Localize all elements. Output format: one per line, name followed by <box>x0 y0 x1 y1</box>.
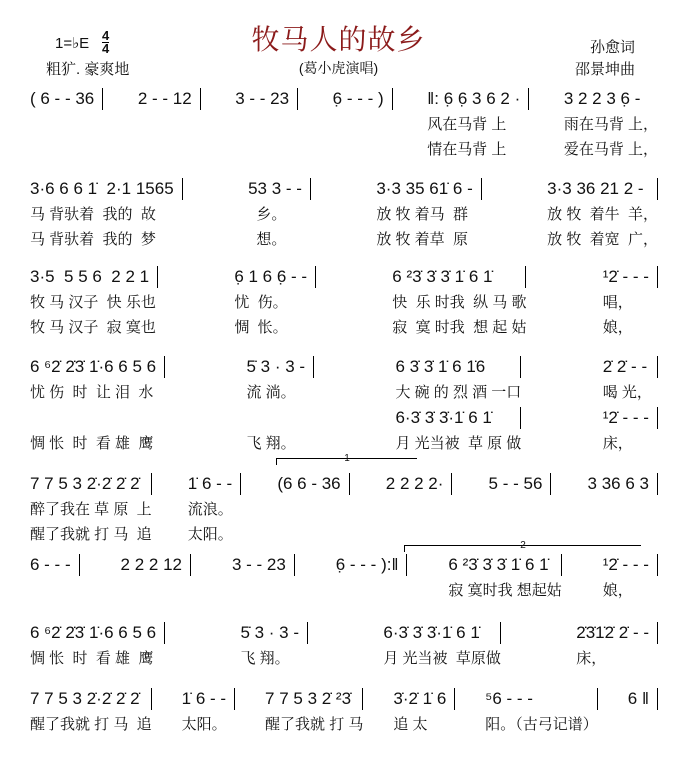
lyric: 醒了我就 打 马 追 <box>30 716 152 733</box>
lyric <box>628 714 658 735</box>
measure: 1̇ 6 - - <box>188 473 241 495</box>
lyric: 想。 <box>248 231 287 248</box>
lyric: 喝 光， <box>602 384 652 401</box>
lyric <box>386 524 453 545</box>
measure: 7 7 5 3 2̇·2̇ 2̇ 2̇ <box>30 473 152 495</box>
lyric <box>336 580 408 601</box>
song-title: 牧马人的故乡 <box>251 24 426 55</box>
lyric: 雨在马背 上， <box>563 116 658 133</box>
measure: 3·3 36 21 2 - <box>547 178 658 200</box>
measure: 1̇ 6 - - <box>182 688 235 710</box>
lyric: 放 牧 着草 原 <box>376 231 469 248</box>
volta-1 <box>276 453 417 465</box>
measure: 6 3̇ 3̇ 1̇ 6 1̇6 <box>395 356 521 378</box>
meter-top: 4 <box>102 28 110 43</box>
lyric: 快 乐 时我 纵 马 歌 <box>392 294 527 311</box>
lyric: 大 碗 的 烈 酒 一口 <box>395 384 522 401</box>
lyric <box>588 524 658 545</box>
staff-system <box>30 622 658 669</box>
lyric: 马 背驮着 我的 故 <box>30 206 156 223</box>
measure: 6 ‖ <box>628 688 658 710</box>
lyric <box>30 114 103 135</box>
measure-alt <box>30 407 165 429</box>
meter-bottom: 4 <box>102 41 110 56</box>
measure: 2 2 2 2· <box>386 473 453 495</box>
lyric: 流浪。 <box>187 501 233 518</box>
tempo-marking: 粗犷. 豪爽地 <box>46 61 130 78</box>
staff-system <box>30 688 658 735</box>
measure: 6 - - - <box>30 554 80 576</box>
measure: 7 7 5 3 2̇·2̇ 2̇ 2̇ <box>30 688 152 710</box>
measure: 6 ²3̇ 3̇ 3̇ 1̇ 6 1̇ <box>392 266 526 288</box>
lyric <box>30 139 103 160</box>
lyric: 爱在马背 上， <box>563 141 658 158</box>
lyric <box>386 499 453 520</box>
lyric: 寂 寞时我 想起姑 <box>448 582 562 599</box>
lyric: 娘， <box>602 582 633 599</box>
measure: 3·5 5 5 6 2 2 1 <box>30 266 158 288</box>
staff-system <box>30 473 658 545</box>
measure: 3·6 6 6 1̇ 2·1 1565 <box>30 178 183 200</box>
measure: 6̣ - - - ) <box>333 88 393 110</box>
lyric <box>138 114 201 135</box>
lyric: 醉了我在 草 原 上 <box>30 501 152 518</box>
lyric: 床， <box>576 650 607 667</box>
lyric: 流 淌。 <box>246 384 296 401</box>
measure: 3 2 2 3 6̣ - <box>563 89 641 108</box>
lyric: 忧 伤。 <box>234 294 288 311</box>
composer-credit: 邵景坤曲 <box>575 61 636 78</box>
measure-alt: 6·3̇ 3̇ 3̇·1̇ 6 1̇ <box>395 407 521 429</box>
measure: 3̇·2̇ 1̇ 6 <box>393 688 455 710</box>
lyric: 放 牧 着宽 广， <box>547 231 658 248</box>
measure: 6̣ 1 6 6̣ - - <box>234 266 316 288</box>
staff-system <box>30 554 658 601</box>
measure: 3 - - 23 <box>235 88 298 110</box>
lyric <box>138 139 201 160</box>
measure: 5̇ 3 · 3 - <box>246 356 314 378</box>
measure: 2 - - 12 <box>138 88 201 110</box>
lyric: 牧 马 汉子 寂 寞也 <box>30 319 156 336</box>
lyric <box>588 499 658 520</box>
volta-label: 2 <box>520 540 526 551</box>
measure: 2̇ 2̇ - - <box>603 356 658 378</box>
lyric: 飞 翔。 <box>240 650 290 667</box>
key-signature: 1=♭E <box>55 35 90 52</box>
measure: 6 ⁶2̇ 2̇3̇ 1̇·6 6 5 6 <box>30 622 165 644</box>
lyric: 娘， <box>602 319 633 336</box>
lyric: 太阳。 <box>187 526 233 543</box>
lyric <box>333 139 393 160</box>
measure-alt <box>246 407 314 429</box>
lyric: 阳。（古弓记谱） <box>485 716 598 733</box>
lyric: 忧 伤 时 让 泪 水 <box>30 384 154 401</box>
staff-system <box>30 266 658 338</box>
lyric: 太阳。 <box>181 716 227 733</box>
singer-credit: (葛小虎演唱) <box>298 60 379 76</box>
lyric: 唱， <box>602 294 633 311</box>
lyric: 惆 怅 时 看 雄 鹰 <box>30 650 154 667</box>
lyric <box>489 524 552 545</box>
lyric: 追 太 <box>393 716 428 733</box>
lyric <box>235 114 298 135</box>
lyric: 放 牧 着牛 羊， <box>547 206 658 223</box>
measure: 6 ⁶2̇ 2̇3̇ 1̇·6 6 5 6 <box>30 356 165 378</box>
lyric <box>235 139 298 160</box>
measure: 5̇ 3 · 3 - <box>240 622 308 644</box>
lyric <box>489 499 552 520</box>
lyric <box>121 580 191 601</box>
measure: 2̇3̇1̇2̇ 2̇ - - <box>576 622 658 644</box>
volta-label: 1 <box>344 453 350 464</box>
measure: ⁵6 - - - <box>485 688 598 710</box>
lyric: 惆 怅。 <box>234 319 288 336</box>
lyric: 月 光当被 草 原 做 <box>395 435 522 452</box>
lyric: 牧 马 汉子 快 乐也 <box>30 294 156 311</box>
measure: 6̣ - - - ):‖ <box>336 554 408 576</box>
staff-system <box>30 88 658 160</box>
lyric: 情在马背 上 <box>427 141 507 158</box>
lyric: 马 背驮着 我的 梦 <box>30 231 156 248</box>
measure: 6 ²3̇ 3̇ 3̇ 1̇ 6 1̇ <box>448 554 561 576</box>
staff-system <box>30 356 658 454</box>
measure: (6 6 - 36 <box>277 473 349 495</box>
lyric: 醒了我就 打 马 <box>265 716 364 733</box>
measure: ¹2̇ - - - <box>603 266 658 288</box>
measure-alt: ¹2̇ - - - <box>603 407 658 429</box>
lyric <box>277 524 349 545</box>
staff-system <box>30 178 658 250</box>
lyric: 放 牧 着马 群 <box>376 206 469 223</box>
lyric: 寂 寞 时我 想 起 姑 <box>392 319 527 336</box>
measure: ¹2̇ - - - <box>603 554 658 576</box>
measure: 3 36 6 3 <box>588 473 658 495</box>
lyricist-credit: 孙愈词 <box>590 39 636 56</box>
measure: 7 7 5 3 2̇ ²3̇ <box>265 688 363 710</box>
lyric: 飞 翔。 <box>246 435 296 452</box>
lyric <box>333 114 393 135</box>
lyric <box>232 580 295 601</box>
lyric: 惆 怅 时 看 雄 鹰 <box>30 435 154 452</box>
measure: 5 - - 56 <box>489 473 552 495</box>
measure: ( 6 - - 36 <box>30 88 103 110</box>
volta-2 <box>404 540 641 552</box>
lyric <box>30 580 80 601</box>
measure: 6·3̇ 3̇ 3̇·1̇ 6 1̇ <box>383 622 501 644</box>
measure: ‖: 6̣ 6̣ 3 6 2 · <box>427 88 529 110</box>
lyric: 乡。 <box>248 206 287 223</box>
lyric: 风在马背 上 <box>427 116 507 133</box>
measure: 3·3 35 61̇ 6 - <box>376 178 481 200</box>
lyric <box>277 499 349 520</box>
measure: 3 - - 23 <box>232 554 295 576</box>
lyric: 床， <box>602 435 633 452</box>
lyric: 月 光当被 草原做 <box>383 650 501 667</box>
lyric: 醒了我就 打 马 追 <box>30 526 152 543</box>
measure: 53 3 - - <box>248 178 311 200</box>
measure: 2 2 2 12 <box>121 554 191 576</box>
